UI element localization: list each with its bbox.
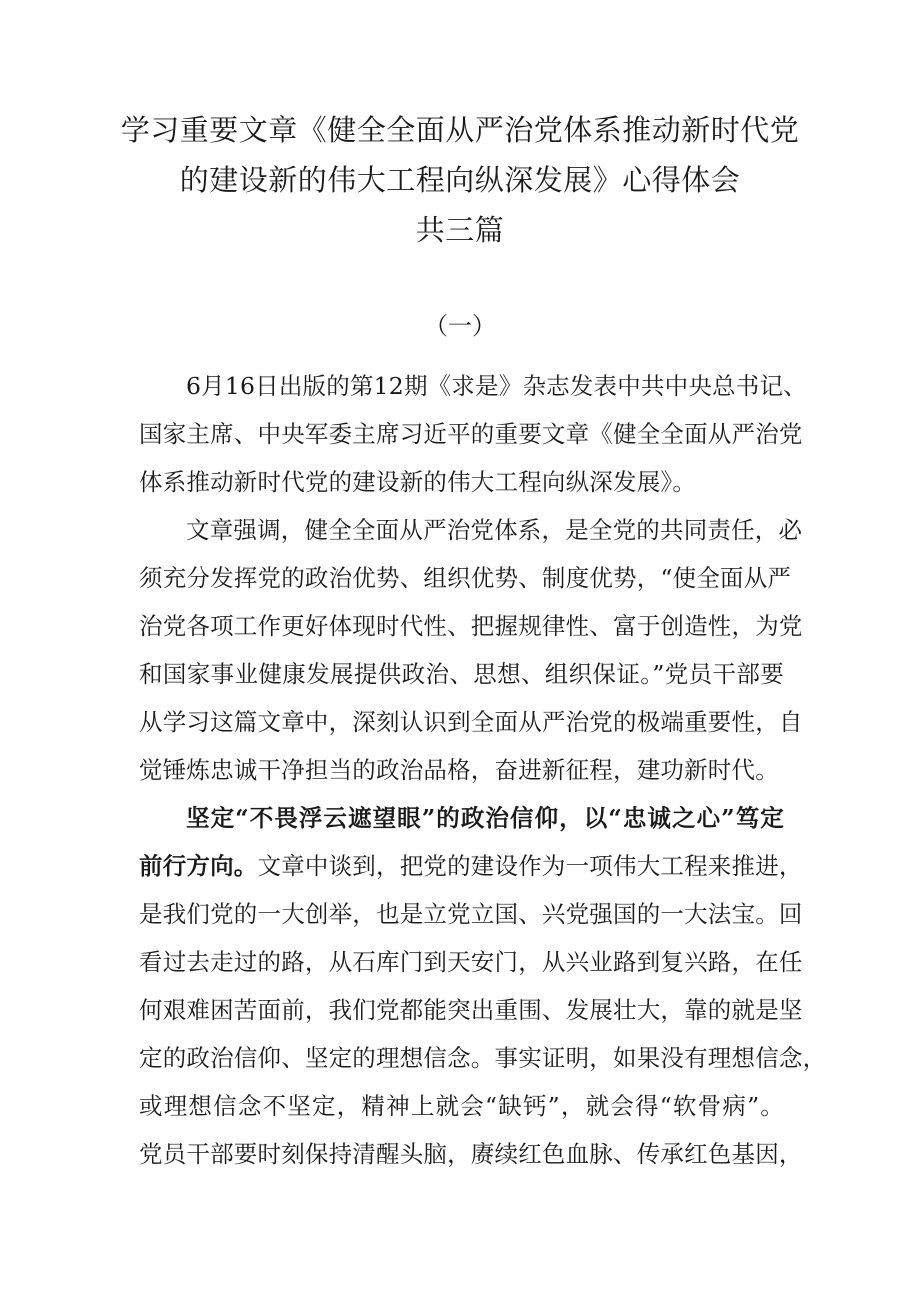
- paragraph-3-line-2: [139, 844, 803, 888]
- paragraph-3-bold-heading-line-1: 坚定“不畏浮云遮望眼”的政治信仰，以“忠诚之心”笃定: [186, 804, 784, 832]
- paragraph-2-line-4: 和国家事业健康发展提供政治、思想、组织保证。”党员干部要: [139, 660, 784, 688]
- paragraph-1-line-2: 国家主席、中央军委主席习近平的重要文章《健全全面从严治党: [139, 420, 803, 448]
- paragraph-3-line-4: 看过去走过的路，从石库门到天安门，从兴业路到复兴路，在任: [139, 948, 803, 976]
- paragraph-2-line-1: 文章强调，健全全面从严治党体系，是全党的共同责任，必: [186, 516, 803, 544]
- paragraph-3-line-8: 党员干部要时刻保持清醒头脑，赓续红色血脉、传承红色基因，: [139, 1140, 803, 1168]
- document-title-line-1: 学习重要文章《健全全面从严治党体系推动新时代党: [120, 113, 800, 147]
- paragraph-3-line-6: 定的政治信仰、坚定的理想信念。事实证明，如果没有理想信念，: [139, 1044, 827, 1072]
- paragraph-1-line-3: 体系推动新时代党的建设新的伟大工程向纵深发展》。: [139, 468, 697, 496]
- section-heading: （一）: [424, 312, 496, 340]
- paragraph-1-line-1: 6月16日出版的第12期《求是》杂志发表中共中央总书记、: [186, 372, 807, 400]
- paragraph-2-line-6: 觉锤炼忠诚干净担当的政治品格，奋进新征程，建功新时代。: [139, 756, 779, 784]
- document-title-line-2: 的建设新的伟大工程向纵深发展》心得体会: [179, 163, 741, 197]
- paragraph-3-line-7: 或理想信念不坚定，精神上就会“缺钙”，就会得“软骨病”。: [139, 1092, 784, 1120]
- paragraph-3-line-3: 是我们党的一大创举，也是立党立国、兴党强国的一大法宝。回: [139, 900, 803, 928]
- paragraph-2-line-5: 从学习这篇文章中，深刻认识到全面从严治党的极端重要性，自: [139, 708, 803, 736]
- paragraph-3-bold-heading-end: 前行方向。: [139, 852, 258, 880]
- paragraph-2-line-2: 须充分发挥党的政治优势、组织优势、制度优势，“使全面从严: [139, 564, 792, 592]
- document-title-line-3: 共三篇: [415, 213, 505, 247]
- paragraph-3-line-5: 何艰难困苦面前，我们党都能突出重围、发展壮大，靠的就是坚: [139, 996, 803, 1024]
- paragraph-3-line-2-text: 文章中谈到，把党的建设作为一项伟大工程来推进，: [257, 852, 803, 880]
- paragraph-2-line-3: 治党各项工作更好体现时代性、把握规律性、富于创造性，为党: [139, 612, 803, 640]
